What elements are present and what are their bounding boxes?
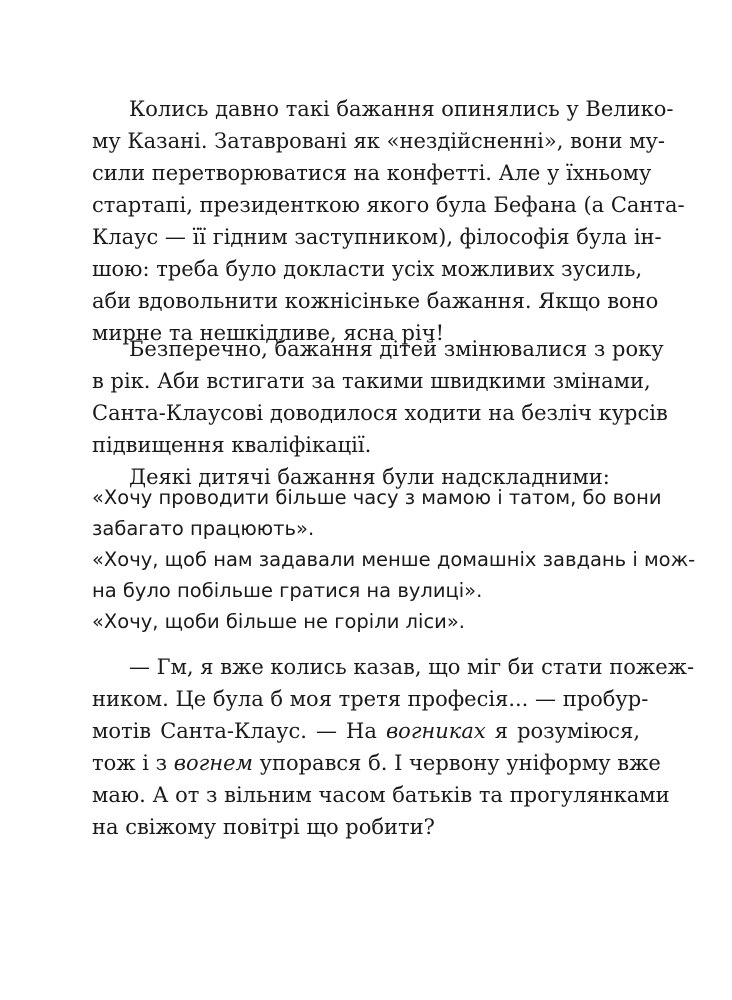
paragraph-santa-dialogue [92, 651, 695, 843]
text-line: сили перетворюватися на конфетті. Але у їхньому [92, 161, 652, 185]
text-line: Колись давно такі бажання опинялись у Велико- [129, 97, 674, 121]
text-line: ником. Це була б моя третя професія... — пробур- [92, 687, 649, 711]
text-line: Деякі дитячі бажання були надскладними: [129, 465, 610, 489]
quoted-wishes-list [92, 482, 696, 637]
italic-word: вогниках [385, 719, 486, 743]
text-line [92, 747, 661, 779]
paragraph-wishes-changing [92, 333, 668, 461]
quote-line: «Хочу, щоб нам задавали менше домашніх завдань і мож- [92, 548, 696, 571]
text-line: на свіжому повітрі що робити? [92, 815, 435, 839]
quote-line: на було побільше гратися на вулиці». [92, 579, 483, 602]
quote-line: забагато працюють». [92, 517, 315, 540]
text-line: в рік. Аби встигати за такими швидкими змінами, [92, 369, 651, 393]
text-line: му Казані. Затавровані як «нездійсненні», вони му- [92, 129, 665, 153]
text-fragment: упорався б. І червону уніформу вже [252, 751, 661, 775]
quote-line: «Хочу, щоби більше не горіли ліси». [92, 610, 465, 633]
text-line: Клаус — її гідним заступником), філософія була ін- [92, 225, 662, 249]
text-line: Санта-Клаусові доводилося ходити на безліч курсів [92, 401, 668, 425]
text-line: шою: треба було докласти усіх можливих зусиль, [92, 257, 643, 281]
quote-line: «Хочу проводити більше часу з мамою і татом, бо вони [92, 486, 662, 509]
text-fragment: мотів Санта-Клаус. — На [92, 719, 386, 743]
italic-word: вогнем [173, 751, 253, 775]
text-line: Безперечно, бажання дітей змінювалися з року [129, 337, 664, 361]
text-line: маю. А от з вільним часом батьків та прогулянками [92, 783, 670, 807]
text-line: — Гм, я вже колись казав, що міг би стати пожеж- [129, 655, 695, 679]
text-line: стартапі, президенткою якого була Бефана (а Санта- [92, 193, 685, 217]
text-fragment: я розуміюся, [485, 719, 640, 743]
text-fragment: тож і з [92, 751, 174, 775]
text-line: аби вдовольнити кожнісіньке бажання. Якщо воно [92, 289, 659, 313]
text-line [92, 715, 640, 747]
text-line: підвищення кваліфікації. [92, 433, 372, 457]
text-line: мирне та нешкідливе, ясна річ! [92, 321, 445, 345]
